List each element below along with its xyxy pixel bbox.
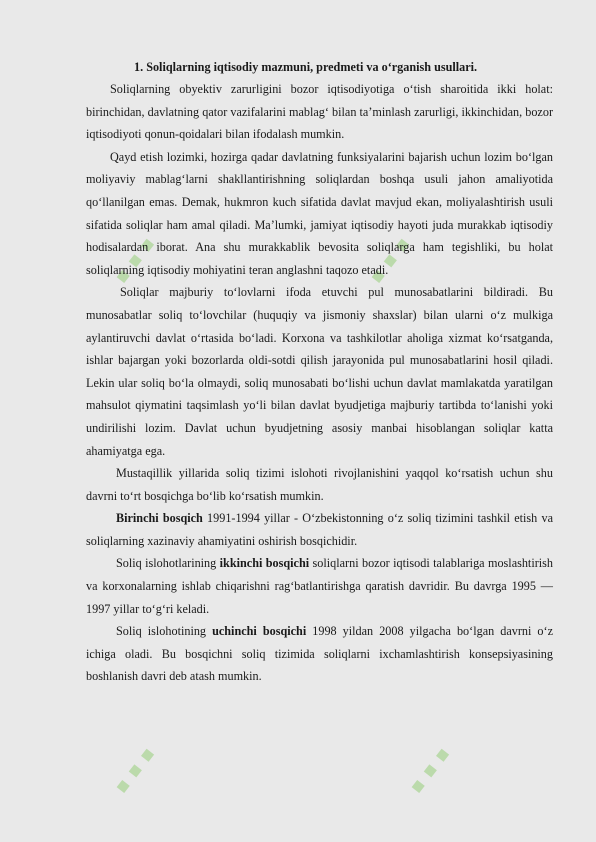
watermark-logo: ... (75, 203, 170, 295)
watermark-logo: ... (330, 203, 425, 295)
paragraph-4: Mustaqillik yillarida soliq tizimi islohoti rivojlanishini yaqqol ko‘rsatish uchun shu davrni to‘rt bosqichga bo‘lib ko‘rsatish mumkin. (86, 466, 553, 503)
paragraph-6-lead: Soliq islohotlarining (116, 556, 220, 571)
stage-1-label: Birinchi bosqich (116, 511, 203, 526)
stage-2-label: ikkinchi bosqichi (219, 556, 310, 571)
paragraph-2: Qayd etish lozimki, hozirga qadar davlatning funksiyalarini bajarish uchun lozim bo‘lgan moliyaviy mablag‘larni shakllantirishning soliqlardan boshqa usuli jahon amaliyotida qo‘llanilgan emas. Demak, hukmron kuch sifatida davlat mavjud ekan, moliyalashtirish usuli sifatida soliqlar ham amal qiladi. Ma’lumki, jamiyat iqtisodiy hayoti juda murakkab iqtisodiy hodisalardan iborat. Ana shu murakkablik bevosita soliqlarga ham tegishliki, bu holat soliqlarning iqtisodiy mohiyatini teran anglashni taqozo etadi. (86, 149, 553, 277)
paragraph-5-text: 1991-1994 yillar - O‘zbekistonning o‘z soliq tizimini tashkil etish va soliqlarning xazinaviy ahamiyatini oshirish bosqichidir. (86, 511, 553, 548)
paragraph-7-lead: Soliq islohotining (116, 624, 213, 639)
watermark-logo: ... (75, 713, 170, 805)
document-body (86, 56, 553, 688)
paragraph-6-text: soliqlarni bozor iqtisodi talablariga moslashtirish va korxonalarning ishlab chiqarishni rag‘batlantirishga qaratish davridir. Bu davrga 1995 —1997 yillar to‘g‘ri keladi. (86, 556, 553, 616)
paragraph-7 (86, 620, 553, 688)
paragraph-5 (86, 507, 553, 552)
stage-3-label: uchinchi bosqichi (212, 624, 307, 639)
paragraph-1: Soliqlarning obyektiv zarurligini bozor iqtisodiyotiga o‘tish sharoitida ikki holat: birinchidan, davlatning qator vazifalarini mablag‘ bilan ta’minlash zarurligi, ikkinchidan, bozor iqtisodiyoti qonun-qoidalari bilan ifodalash mumkin. (86, 82, 553, 142)
paragraph-6 (86, 552, 553, 620)
watermark-logo: ... (370, 713, 465, 805)
paragraph-7-text: 1998 yildan 2008 yilgacha bo‘lgan davrni o‘z ichiga oladi. Bu bosqichni soliq tizimida soliqlarni ixchamlashtirish konsepsiyasining boshlanish davri deb atash mumkin. (86, 624, 553, 684)
paragraph-3: Soliqlar majburiy to‘lovlarni ifoda etuvchi pul munosabatlarini bildiradi. Bu munosabatlar soliq to‘lovchilar (huquqiy va jismoniy shaxslar) bilan ularni o‘z mulkiga aylantiruvchi davlat o‘rtasida bo‘ladi. Korxona va tashkilotlar aholiga xizmat ko‘rsatganda, ishlar bajargan yoki bozorlarda oldi-sotdi qilish jarayonida pul munosabatlarini hosil qiladi. Lekin ular soliq bo‘la olmaydi, soliq munosabati bo‘lishi uchun davlat mamlakatda yaratilgan mahsulot qiymatini taqsimlash yo‘li bilan davlat byudjetiga majburiy tartibda to‘lanishi yoki undirilishi lozim. Davlat uchun byudjetning asosiy manbai hisoblangan soliqlar katta ahamiyatga ega. (86, 285, 553, 458)
section-title: 1. Soliqlarning iqtisodiy mazmuni, predmeti va o‘rganish usullari. (134, 60, 478, 74)
